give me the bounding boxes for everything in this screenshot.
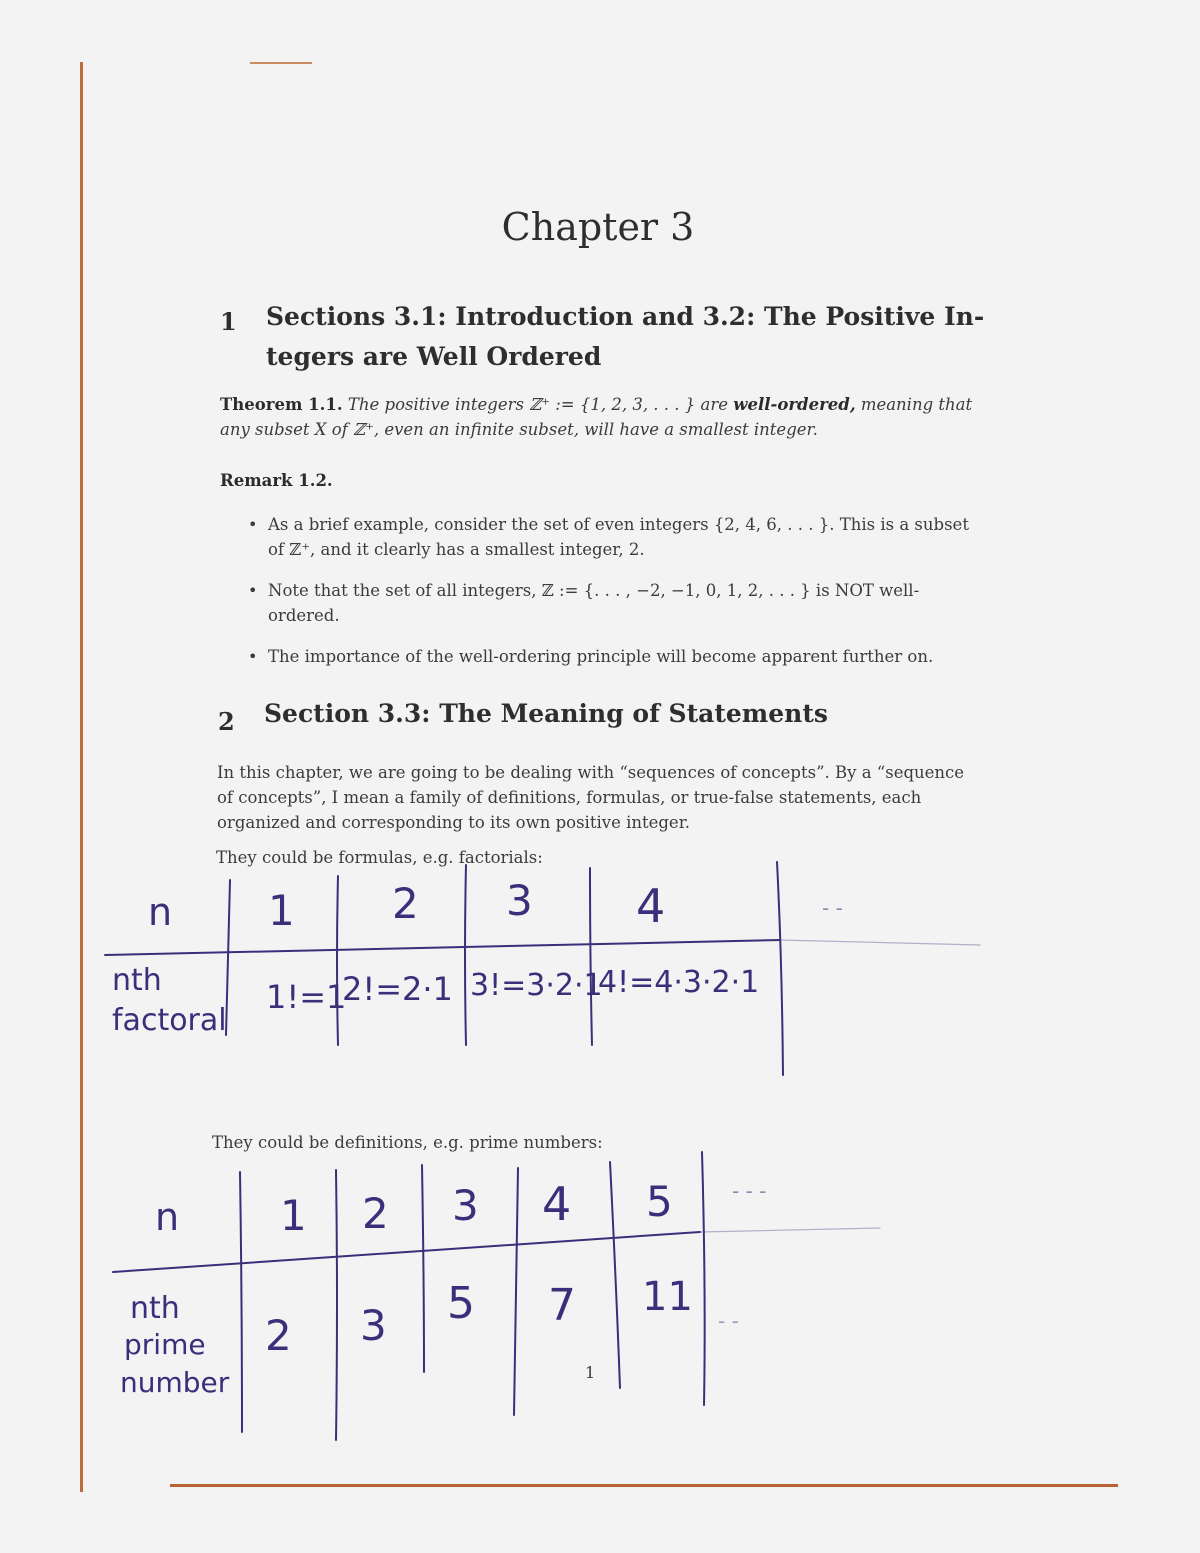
remark-label-text: Remark 1.2. (220, 471, 333, 490)
bullet-dot: • (248, 581, 258, 600)
table-1-header: 4 (636, 879, 666, 933)
table-1-value: 1!=1 (266, 978, 347, 1016)
formulas-intro: They could be formulas, e.g. factorials: (216, 848, 543, 867)
table-2-header: 2 (362, 1189, 389, 1238)
table-1-divider (337, 876, 338, 1045)
table-2-value: 2 (265, 1311, 292, 1360)
page-number: 1 (585, 1363, 596, 1382)
factorial-table (105, 862, 980, 1075)
table-1-header: 1 (268, 886, 295, 935)
table-2-divider (514, 1168, 518, 1415)
bullet-text: As a brief example, consider the set of even integers {2, 4, 6, . . . }. This is a subset of ℤ⁺, and it clearly has a smallest integer, 2. (268, 515, 969, 559)
section-1-title-line-1: Sections 3.1: Introduction and 3.2: The Positive In- (266, 302, 985, 331)
section-2-title: Section 3.3: The Meaning of Statements (264, 699, 828, 728)
table-2-value: 5 (447, 1278, 475, 1329)
table-1-value: 2!=2·1 (342, 970, 453, 1008)
section-2-number: 2 (218, 707, 235, 736)
table-2-divider (610, 1162, 620, 1388)
theorem-line-2: any subset X of ℤ⁺, even an infinite subset, will have a smallest integer. (220, 420, 818, 439)
table-1-horizontal-rule (105, 940, 780, 955)
table-2-value: 11 (642, 1274, 693, 1320)
table-1-continuation: - - (822, 896, 843, 920)
bullet-dot: • (248, 647, 258, 666)
bullet-text: Note that the set of all integers, ℤ := {. . . , −2, −1, 0, 1, 2, . . . } is NOT well-ordered. (268, 581, 920, 625)
table-2-row-label-nth: nth (130, 1291, 180, 1326)
section-1-title-line-2: tegers are Well Ordered (266, 342, 602, 371)
table-1-divider (590, 868, 592, 1045)
theorem-emphasis: well-ordered, (733, 395, 856, 414)
table-2-value: 3 (360, 1301, 387, 1350)
table-1-row-label-factoral: factoral (112, 1003, 227, 1038)
table-2-divider (240, 1172, 242, 1432)
table-1-row-label-n: n (148, 890, 173, 934)
bullet-text: The importance of the well-ordering principle will become apparent further on. (268, 647, 934, 666)
table-2-divider (422, 1165, 424, 1372)
definitions-intro: They could be definitions, e.g. prime numbers: (212, 1133, 603, 1152)
bullet-dot: • (248, 515, 258, 534)
table-2-row-label-number: number (120, 1366, 230, 1399)
table-2-divider (336, 1170, 337, 1440)
table-2-value: 7 (548, 1280, 576, 1331)
table-1-header: 2 (392, 879, 419, 928)
section-1-number: 1 (220, 307, 237, 336)
table-2-header: 4 (542, 1177, 572, 1231)
table-2-header: 1 (280, 1191, 307, 1240)
table-2-row-label-prime: prime (124, 1328, 206, 1361)
table-1-rule-extension (780, 940, 980, 945)
section-2-paragraph: In this chapter, we are going to be dealing with “sequences of concepts”. By a “sequence of concepts”, I mean a family of definitions, formulas, or true-false statements, each organized and corresponding to its own positive integer. (217, 763, 965, 832)
table-1-value: 3!=3·2·1 (470, 968, 603, 1003)
table-2-rule-extension (700, 1228, 880, 1232)
table-2-row-label-n: n (155, 1195, 180, 1239)
table-1-divider (465, 865, 466, 1045)
chapter-title-text: Chapter 3 (501, 205, 695, 249)
theorem-label: Theorem 1.1. (220, 395, 343, 414)
table-2-header: 3 (452, 1181, 479, 1230)
table-2-horizontal-rule (113, 1232, 700, 1272)
prime-table (113, 1152, 880, 1440)
table-1-value: 4!=4·3·2·1 (598, 965, 760, 1000)
table-1-row-label-nth: nth (112, 963, 162, 998)
table-2-continuation-bottom: - - (718, 1309, 739, 1333)
theorem-text-b: meaning that (860, 395, 973, 414)
table-1-header: 3 (506, 876, 533, 925)
table-2-divider (702, 1152, 705, 1405)
theorem-text-a: The positive integers ℤ⁺ := {1, 2, 3, . . . } are (347, 395, 729, 414)
table-2-header: 5 (646, 1177, 673, 1226)
table-1-divider (777, 862, 783, 1075)
table-2-continuation-top: - - - (732, 1179, 767, 1203)
